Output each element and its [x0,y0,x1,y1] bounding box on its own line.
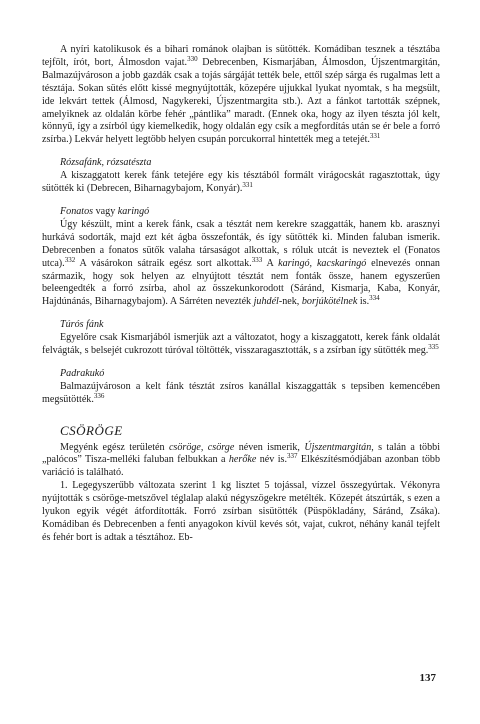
fonatos-paragraph: Úgy készült, mint a kerek fánk, csak a tésztát nem kerekre szaggatták, hanem kb. arasznyi hurkává sodorták, majd ezt két ágba összefonták, és így sütötték ki. Minden faluban ismerik. Debrecenben a fonatos sütők valaha társaságot alkottak, s róluk utcát is neveztek el (Fonatos utca).$^{332}$ A vásárokon sátraik egész sort alkottak.$^{333}$ A karingó, kacskaringó elnevezés onnan származik, hogy sok helyen az elnyújtott tésztát nem fonták össze, hanem egyszerűen beleengedték a forró zsírba, ahol az összekunkorodott (Sáránd, Kismarja, Kaba, Konyár, Hajdúnánás, Biharnagybajom). A Sárréten nevezték juhdél-nek, borjúkötélnek is.$^{334}$ [42,218,440,308]
footnote-ref: 331 [369,132,381,141]
footnote-ref: 332 [64,255,76,264]
footnote-ref: 330 [187,54,198,63]
csoroge-paragraph-1: Megyénk egész területén csöröge, csörge néven ismerik, Újszentmargitán, s talán a többi „palócos” Tisza-melléki faluban felbukkan a herőke név is.$^{337}$ Elkészítésmódjában azonban több variáció is található. [42,441,440,479]
turos-paragraph: Egyelőre csak Kismarjából ismerjük azt a változatot, hogy a kiszaggatott, kerek fánk oldalát felvágták, s belsejét cukrozott túróval töltötték, visszaragasztották, s a zsírban így sütötték meg.$^{335}$ [42,332,440,357]
page-number: 137 [419,672,436,684]
footnote-ref: 337 [286,452,298,461]
rozsafank-paragraph: A kiszaggatott kerek fánk tetejére egy kis tésztából formált virágocskát ragasztottak, úgy sütötték ki (Debrecen, Biharnagybajom, Konyár).$^{331}$ [42,170,440,195]
footnote-ref: 335 [428,343,439,352]
padrakuko-paragraph: Balmazújvároson a kelt fánk tésztát zsíros kanállal kiszaggatták s tepsiben kemencében megsütötték.$^{336}$ [42,380,440,405]
section-title-csoroge: CSÖRÖGE [60,422,123,438]
section-heading-padrakuko: Padrakukó [60,367,105,379]
section-heading-fonatos: Fonatos vagy karingó [60,205,150,217]
section-heading-rozsafank: Rózsafánk, rózsatészta [60,157,152,169]
csoroge-paragraph-2: 1. Legegyszerűbb változata szerint 1 kg lisztet 5 tojással, vízzel összegyúrtak. Vékonyra nyújtották s csöröge-metszővel téglalap alakú négyszögekre metélték. Közepét átszúrták, s ezen a lyukon egyik végét átfordították. Forró zsírban sisütötték (Püspökladány, Sáránd, Zsáka). Komádiban és Debrecenben a fenti anyagokon kívül kevés sót, vajat, cukrot, néhány kanál tejfelt és fehér bort is adtak a tésztához. Eb- [42,480,440,543]
footnote-ref: 333 [251,255,263,264]
footnote-ref: 336 [93,391,105,400]
intro-paragraph: A nyíri katolikusok és a bihari románok olajban is sütötték. Komádiban tesznek a tésztába tejfölt, írót, bort, Álmosdon vajat.$^{330}$ Debrecenben, Kismarjában, Álmosdon, Újszentmargitán, Balmazújvároson a jobb gazdák csak a tojás sárgáját tették bele, ettől szép sárga és rugalmas lett a tésztája. Sokan sütés előtt kissé megnyújtották, közepére ujjukkal lyukat nyomtak, s ha megsült, ide lekvárt tettek (Álmosd, Nagykereki, Újszentmargita stb.). Azt a fánkot tartották szépnek, amelyiknek az oldalán körbe fehér „pántlika” maradt. (Ennek oka, hogy az ilyen tészta jól kelt, könnyű, így a zsírból úgy kiemelkedik, hogy oldalán egy csík a megfordítás után se ér bele a forró zsírba.) Lekvár helyett legtöbb helyen csupán porcukorral hintették meg a tetejét.$^{331}$ [42,44,440,146]
footnote-ref: 331 [242,181,253,190]
footnote-ref: 334 [369,294,380,303]
section-heading-turos: Túrós fánk [60,319,104,331]
